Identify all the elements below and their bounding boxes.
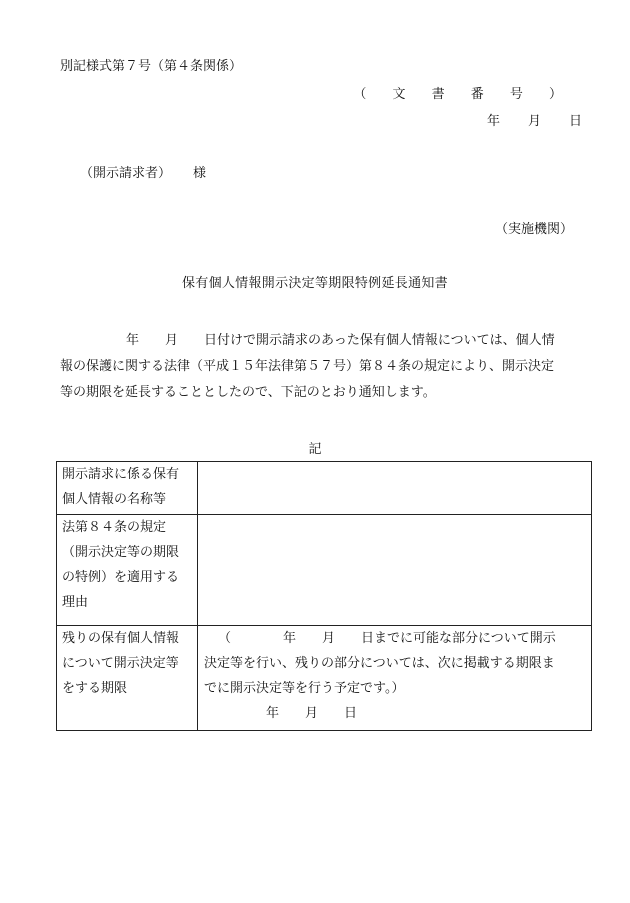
- value-deadline: [198, 626, 592, 731]
- deadline-line-1: [204, 626, 585, 651]
- label-requested-info: [57, 462, 198, 515]
- label-line: 理由: [62, 595, 89, 610]
- ki-heading: 記: [308, 442, 322, 457]
- deadline-day: 日: [344, 706, 358, 721]
- partial-year: 年: [283, 631, 297, 646]
- deadline-month: 月: [305, 706, 319, 721]
- label-line: 残りの保有個人情報: [62, 631, 180, 646]
- value-requested-info: [198, 462, 592, 515]
- deadline-line-2: 決定等を行い、残りの部分については、次に掲載する期限ま: [204, 656, 555, 671]
- label-reason: [57, 515, 198, 626]
- partial-month: 月: [322, 631, 336, 646]
- label-line: をする期限: [62, 681, 128, 696]
- deadline-line-3: でに開示決定等を行う予定です。）: [204, 681, 405, 696]
- label-line: 開示請求に係る保有: [62, 467, 180, 482]
- document-date: [487, 114, 582, 130]
- body-month: 月: [165, 333, 179, 348]
- deadline-line-1-rest: 日までに可能な部分について開示: [361, 631, 556, 646]
- final-deadline-date: [204, 701, 585, 726]
- requester-line: [80, 166, 206, 182]
- document-title: 保有個人情報開示決定等期限特例延長通知書: [181, 276, 448, 291]
- label-line: （開示決定等の期限: [62, 545, 180, 560]
- label-line: について開示決定等: [62, 656, 179, 671]
- table-row: [57, 462, 592, 515]
- label-line: 法第８４条の規定: [62, 520, 167, 535]
- implementing-agency: （実施機関）: [494, 222, 573, 237]
- label-line: の特例）を適用する: [62, 570, 180, 585]
- document-number: （ 文 書 番 号 ）: [353, 87, 573, 102]
- notice-details-table: [56, 461, 592, 731]
- date-year: 年: [486, 114, 500, 129]
- body-line-1-rest: 日付けで開示請求のあった保有個人情報については、個人情: [204, 333, 555, 348]
- label-line: 個人情報の名称等: [62, 492, 167, 507]
- requester-label: （開示請求者）: [80, 166, 172, 181]
- label-deadline: [57, 626, 198, 731]
- date-day: 日: [568, 114, 582, 129]
- notice-body: [60, 328, 596, 406]
- value-reason: [198, 515, 592, 626]
- form-number-label: 別記様式第７号（第４条関係）: [60, 59, 243, 74]
- body-year: 年: [126, 333, 140, 348]
- date-month: 月: [527, 114, 541, 129]
- open-paren: （: [218, 631, 232, 646]
- deadline-year: 年: [266, 706, 280, 721]
- body-line-3: 等の期限を延長することとしたので、下記のとおり通知します。: [60, 385, 436, 400]
- requester-honorific: 様: [193, 166, 207, 181]
- table-row: [57, 626, 592, 731]
- body-line-1: [60, 328, 596, 354]
- table-row: [57, 515, 592, 626]
- body-line-2: 報の保護に関する法律（平成１５年法律第５７号）第８４条の規定により、開示決定: [60, 359, 555, 374]
